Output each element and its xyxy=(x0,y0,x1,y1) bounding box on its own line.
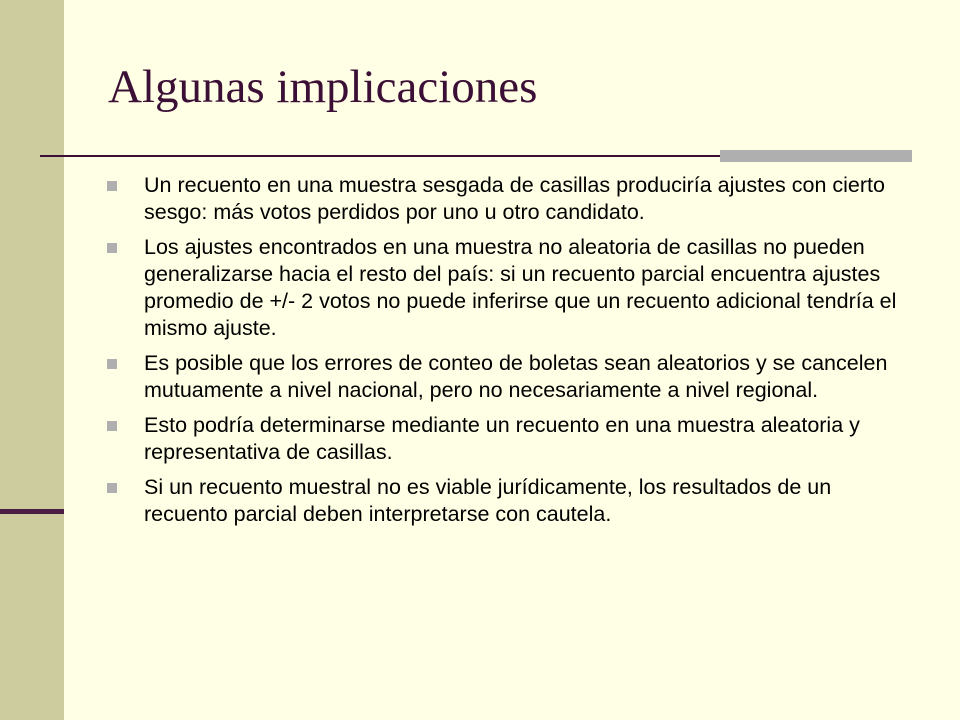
sidebar-band xyxy=(0,0,64,720)
bullet-text: Un recuento en una muestra sesgada de casillas produciría ajustes con cierto sesgo: más votos perdidos por uno u otro candidato. xyxy=(144,173,885,224)
square-bullet-icon xyxy=(107,243,117,253)
bullet-item xyxy=(105,412,915,466)
bullet-text: Los ajustes encontrados en una muestra no aleatoria de casillas no pueden generalizarse hacia el resto del país: si un recuento parcial encuentra ajustes promedio de +/- 2 votos no puede inferirse que un recuento adicional tendría el mismo ajuste. xyxy=(144,235,897,340)
bullet-item xyxy=(105,172,915,226)
bullet-text: Es posible que los errores de conteo de boletas sean aleatorios y se cancelen mutuamente a nivel nacional, pero no necesariamente a nivel regional. xyxy=(144,351,888,402)
square-bullet-icon xyxy=(107,483,117,493)
bullet-text: Esto podría determinarse mediante un recuento en una muestra aleatoria y representativa de casillas. xyxy=(144,413,860,464)
square-bullet-icon xyxy=(107,421,117,431)
bullet-item xyxy=(105,234,915,342)
bullet-list xyxy=(105,172,915,536)
slide-title: Algunas implicaciones xyxy=(108,61,538,113)
square-bullet-icon xyxy=(107,359,117,369)
sidebar-accent-bar xyxy=(0,509,64,514)
bullet-text: Si un recuento muestral no es viable jurídicamente, los resultados de un recuento parcial deben interpretarse con cautela. xyxy=(144,475,832,526)
bullet-item xyxy=(105,350,915,404)
title-accent-bar xyxy=(720,150,912,162)
bullet-item xyxy=(105,474,915,528)
square-bullet-icon xyxy=(107,181,117,191)
